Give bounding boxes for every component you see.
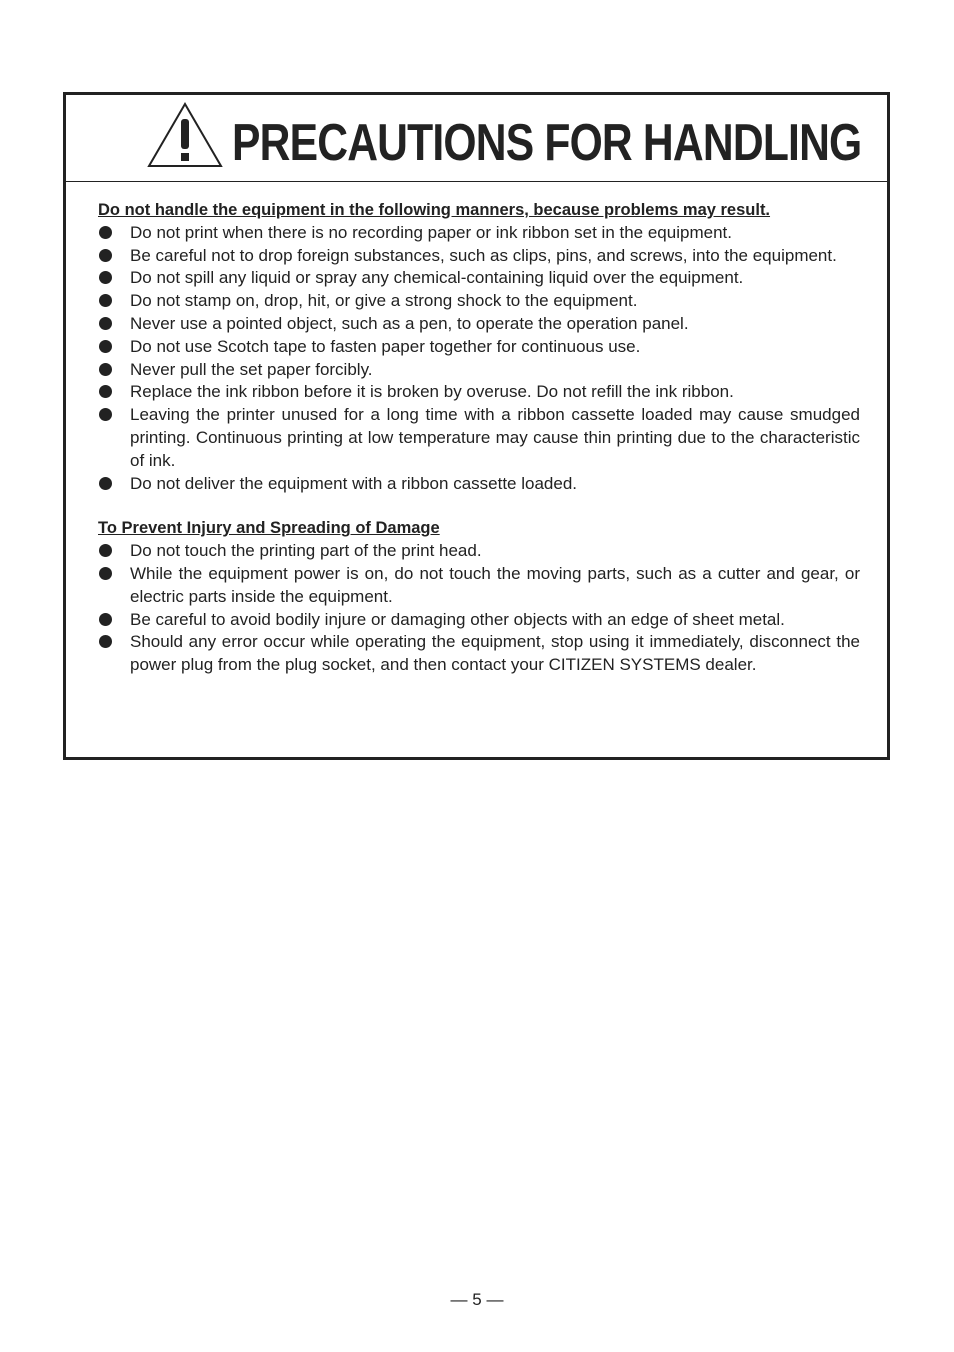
page-number: — 5 — [450,1290,504,1309]
list-item: Do not deliver the equipment with a ribbon cassette loaded. [98,473,860,496]
list-item: Leaving the printer unused for a long time with a ribbon cassette loaded may cause smudged printing. Continuous printing at low temperature may cause thin printing due to the characteristic of ink. [98,404,860,472]
list-item: Replace the ink ribbon before it is broken by overuse. Do not refill the ink ribbon. [98,381,860,404]
section-gap [98,495,860,517]
page-title: PRECAUTIONS FOR HANDLING [232,114,862,172]
list-item: Should any error occur while operating the equipment, stop using it immediately, disconnect the power plug from the plug socket, and then contact your CITIZEN SYSTEMS dealer. [98,631,860,677]
precaution-list [98,540,860,677]
precaution-list [98,222,860,496]
list-item: Do not use Scotch tape to fasten paper together for continuous use. [98,336,860,359]
section-heading: To Prevent Injury and Spreading of Damage [98,519,440,538]
list-item: Do not spill any liquid or spray any chemical-containing liquid over the equipment. [98,267,860,290]
bullet-icon [99,294,112,307]
precautions-box [63,92,890,760]
list-item: While the equipment power is on, do not touch the moving parts, such as a cutter and gear, or electric parts inside the equipment. [98,563,860,609]
bullet-icon [99,567,112,580]
list-item: Do not stamp on, drop, hit, or give a strong shock to the equipment. [98,290,860,313]
content [98,199,860,677]
section-handling [98,199,860,495]
list-item: Do not print when there is no recording paper or ink ribbon set in the equipment. [98,222,860,245]
title-bar [66,95,887,182]
bullet-icon [99,271,112,284]
bullet-icon [99,477,112,490]
warning-icon [146,101,224,169]
section-heading: Do not handle the equipment in the following manners, because problems may result. [98,201,771,219]
bullet-icon [99,340,112,353]
list-item: Be careful to avoid bodily injure or damaging other objects with an edge of sheet metal. [98,609,860,632]
section-injury [98,517,860,677]
bullet-icon [99,249,112,262]
bullet-icon [99,363,112,376]
list-item: Never pull the set paper forcibly. [98,359,860,382]
bullet-icon [99,613,112,626]
list-item: Do not touch the printing part of the print head. [98,540,860,563]
bullet-icon [99,226,112,239]
bullet-icon [99,635,112,648]
list-item: Be careful not to drop foreign substances, such as clips, pins, and screws, into the equipment. [98,245,860,268]
bullet-icon [99,408,112,421]
bullet-icon [99,544,112,557]
bullet-icon [99,385,112,398]
list-item: Never use a pointed object, such as a pen, to operate the operation panel. [98,313,860,336]
bullet-icon [99,317,112,330]
